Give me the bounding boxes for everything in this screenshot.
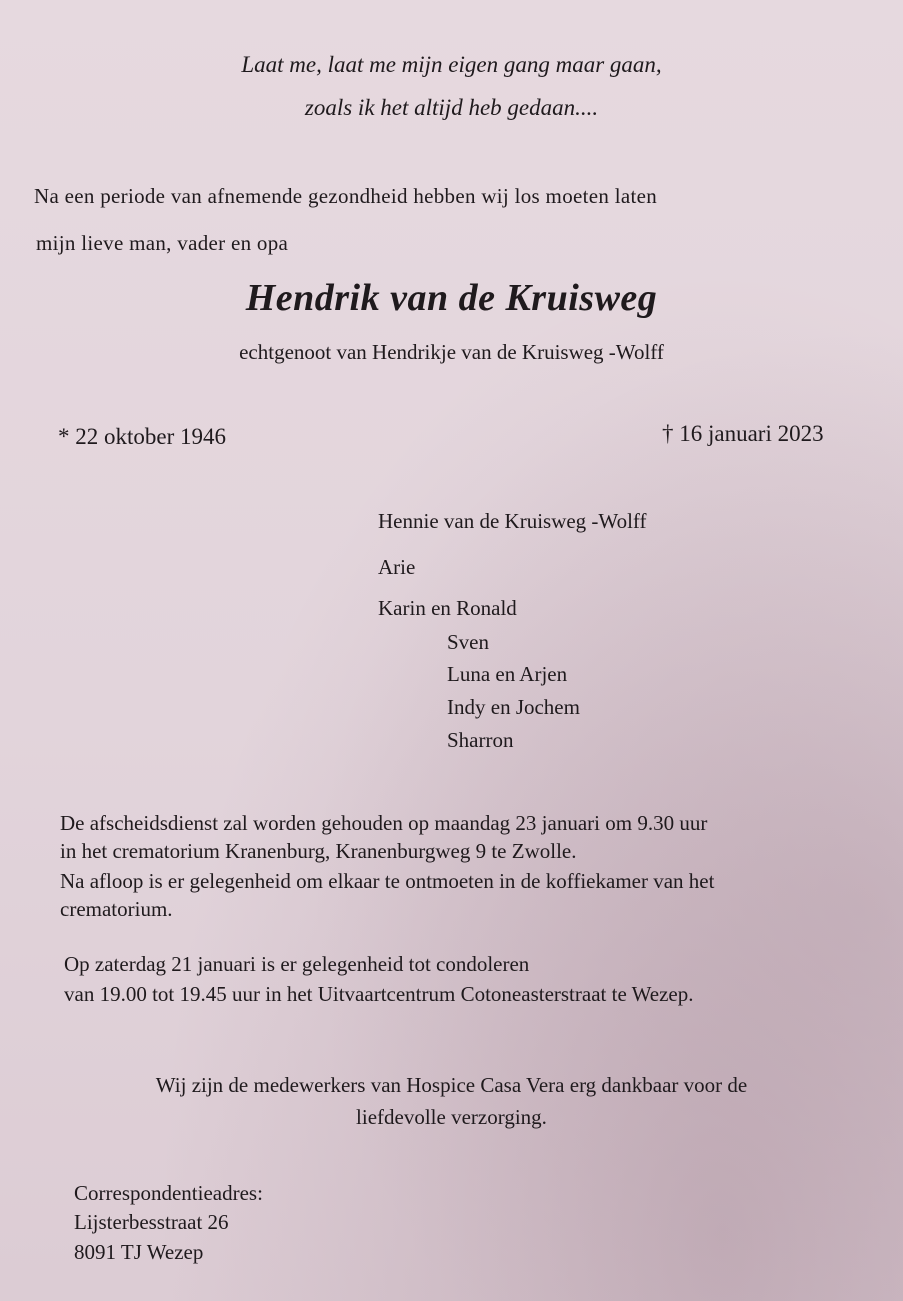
grandchild: Indy en Jochem: [447, 695, 580, 719]
condolence-line-1: Op zaterdag 21 januari is er gelegenheid tot condoleren: [64, 952, 530, 976]
service-line-4: crematorium.: [60, 897, 173, 921]
intro-line-2: mijn lieve man, vader en opa: [36, 231, 289, 255]
birth-date: * 22 oktober 1946: [58, 424, 227, 449]
grandchild: Luna en Arjen: [447, 662, 568, 686]
thanks-line-2: liefdevolle verzorging.: [356, 1105, 547, 1129]
family-spouse: Hennie van de Kruisweg -Wolff: [378, 509, 647, 533]
service-line-2: in het crematorium Kranenburg, Kranenburgweg 9 te Zwolle.: [60, 839, 577, 863]
service-line-3: Na afloop is er gelegenheid om elkaar te ontmoeten in de koffiekamer van het: [60, 869, 715, 893]
address-label: Correspondentieadres:: [74, 1181, 263, 1205]
service-line-1: De afscheidsdienst zal worden gehouden op maandag 23 januari om 9.30 uur: [60, 811, 708, 835]
deceased-name: Hendrik van de Kruisweg: [245, 277, 658, 319]
poem-line-2: zoals ik het altijd heb gedaan....: [304, 95, 599, 120]
grandchild: Sharron: [447, 728, 514, 752]
poem-line-1: Laat me, laat me mijn eigen gang maar gaan,: [241, 52, 662, 77]
intro-line-1: Na een periode van afnemende gezondheid hebben wij los moeten laten: [34, 184, 658, 208]
address-street: Lijsterbesstraat 26: [74, 1210, 229, 1234]
condolence-line-2: van 19.00 tot 19.45 uur in het Uitvaartcentrum Cotoneasterstraat te Wezep.: [64, 982, 694, 1006]
address-city: 8091 TJ Wezep: [74, 1240, 204, 1264]
grandchild: Sven: [447, 630, 489, 654]
family-child-1: Arie: [378, 555, 416, 579]
spouse-line: echtgenoot van Hendrikje van de Kruisweg -Wolff: [239, 340, 664, 364]
death-date: † 16 januari 2023: [662, 421, 824, 446]
thanks-line-1: Wij zijn de medewerkers van Hospice Casa Vera erg dankbaar voor de: [155, 1073, 748, 1097]
family-child-2: Karin en Ronald: [378, 596, 517, 620]
